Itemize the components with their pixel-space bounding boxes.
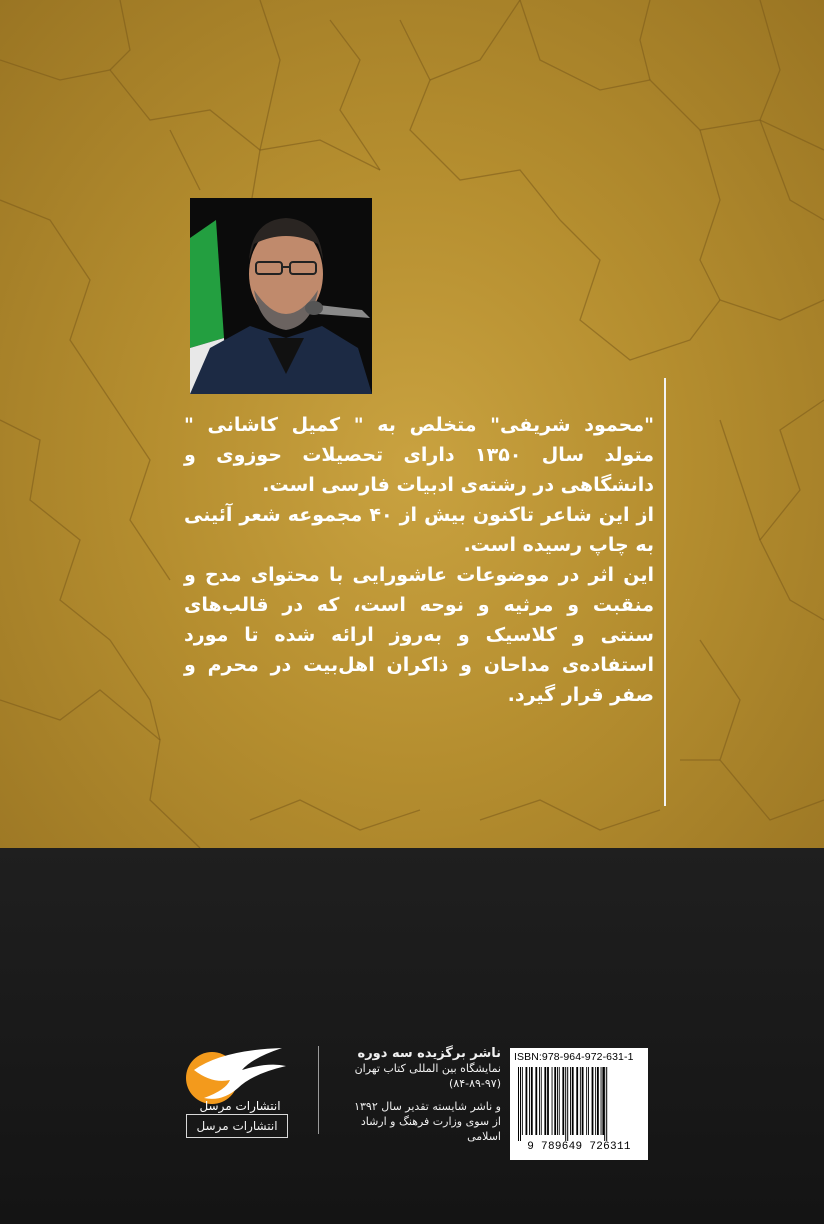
barcode-bar — [554, 1067, 556, 1135]
bio-paragraph-1: "محمود شریفی" متخلص به " کمیل کاشانی " متولد سال ۱۳۵۰ دارای تحصیلات حوزوی و دانشگاهی در رشته‌ی ادبیات فارسی است. — [184, 414, 654, 496]
award-line-2: نمایشگاه بین المللی کتاب تهران — [354, 1062, 501, 1075]
barcode-bar — [559, 1067, 560, 1135]
publisher-logo-icon — [182, 1040, 292, 1116]
barcode-digits: 9 789649 726311 — [527, 1141, 631, 1153]
award-line-4: و ناشر شایسته تقدیر سال ۱۳۹۲ — [354, 1100, 501, 1113]
author-photo — [190, 198, 372, 394]
barcode-bar — [572, 1067, 574, 1135]
award-line-5: از سوی وزارت فرهنگ و ارشاد اسلامی — [360, 1115, 501, 1143]
author-bio — [184, 410, 654, 710]
bio-paragraph-2: از این شاعر تاکنون بیش از ۴۰ مجموعه شعر آئینی به چاپ رسیده است. — [184, 504, 655, 556]
barcode-bar — [580, 1067, 581, 1135]
barcode-bar — [588, 1067, 589, 1135]
barcode-bar — [604, 1067, 605, 1141]
barcode-bar — [552, 1067, 553, 1135]
barcode-bar — [541, 1067, 542, 1135]
barcode-bar — [557, 1067, 558, 1135]
barcode-bar — [520, 1067, 521, 1141]
barcode-bars — [516, 1067, 642, 1141]
publisher-awards — [318, 1046, 501, 1143]
barcode-bar — [592, 1067, 594, 1135]
barcode-bar — [606, 1067, 607, 1141]
barcode-bar — [567, 1067, 568, 1141]
barcode-bar — [565, 1067, 566, 1141]
barcode-bar — [601, 1067, 602, 1135]
publisher-name-label: انتشارات مرسل — [186, 1114, 288, 1138]
barcode-bar — [562, 1067, 564, 1135]
dark-bottom-band — [0, 848, 824, 1224]
isbn-barcode — [510, 1048, 648, 1160]
barcode-bar — [576, 1067, 578, 1135]
barcode-bar — [531, 1067, 533, 1135]
barcode-bar — [522, 1067, 523, 1135]
barcode-bar — [535, 1067, 537, 1135]
award-line-3: (۸۴-۸۹-۹۷) — [449, 1077, 501, 1090]
barcode-bar — [595, 1067, 596, 1135]
isbn-number: ISBN:978-964-972-631-1 — [514, 1051, 634, 1063]
barcode-bar — [597, 1067, 599, 1135]
award-line-1: ناشر برگزیده سه دوره — [357, 1046, 501, 1061]
barcode-bar — [547, 1067, 549, 1135]
barcode-bar — [539, 1067, 540, 1135]
barcode-bar — [602, 1067, 604, 1135]
barcode-bar — [518, 1067, 519, 1141]
barcode-bar — [586, 1067, 587, 1135]
barcode-bar — [570, 1067, 571, 1135]
barcode-bar — [582, 1067, 584, 1135]
barcode-bar — [529, 1067, 530, 1135]
barcode-bar — [544, 1067, 546, 1135]
bio-paragraph-3: این اثر در موضوعات عاشورایی با محتوای مدح و منقبت و مرثیه و نوحه است، که در قالب‌های سنتی و کلاسیک و به‌روز ارائه شده تا مورد استفاده‌ی مداحان و ذاکران اهل‌بیت در محرم و صفر قرار گیرد. — [184, 564, 654, 706]
publisher-logo-script: انتشارات مرسل — [199, 1099, 281, 1113]
bio-side-rule — [664, 378, 666, 806]
barcode-bar — [526, 1067, 528, 1135]
